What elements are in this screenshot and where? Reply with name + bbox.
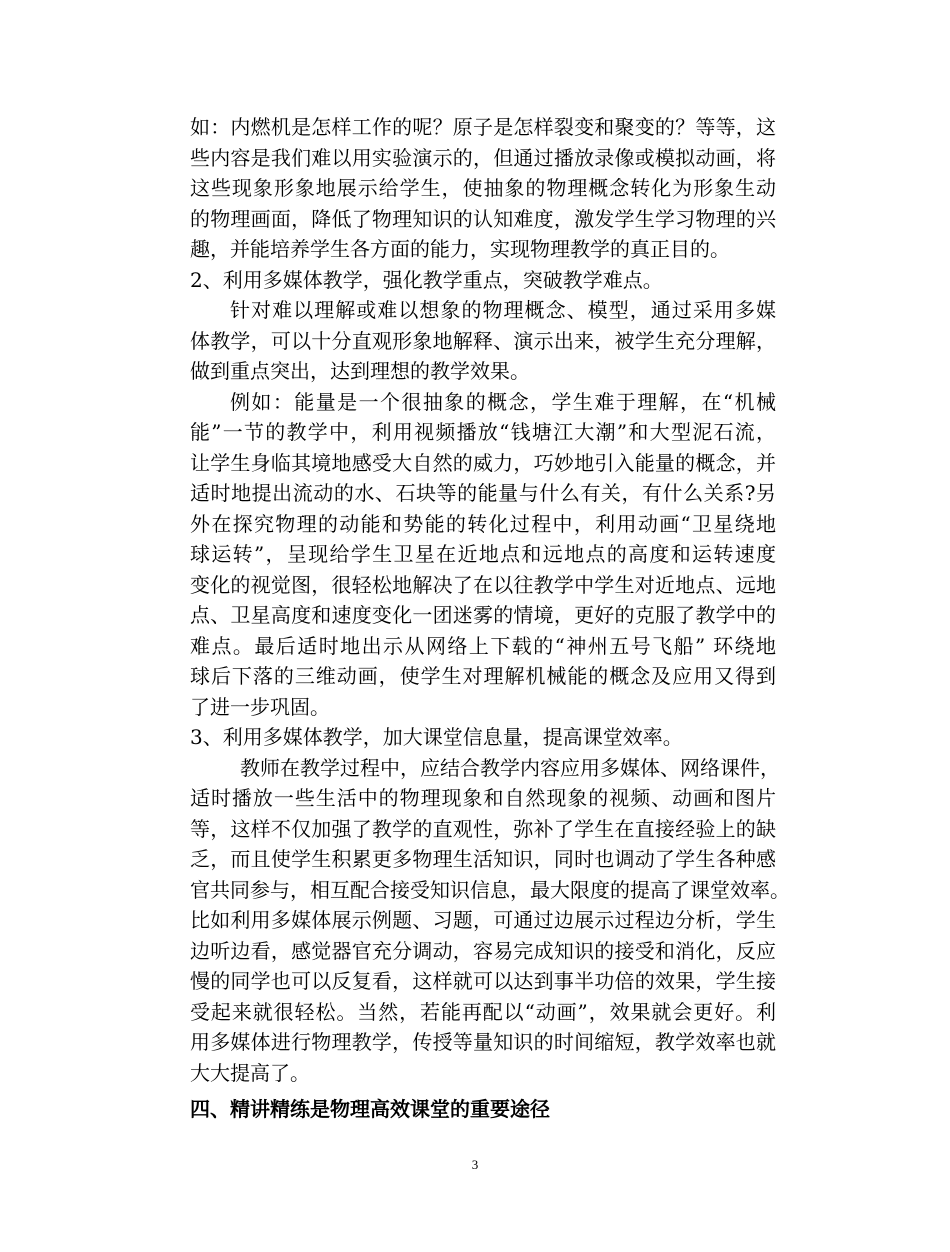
text-line: 趣，并能培养学生各方面的能力，实现物理教学的真正目的。 [190, 237, 730, 261]
paragraph-list [190, 112, 790, 1088]
text-line: 慢的同学也可以反复看，这样就可以达到事半功倍的效果，学生接 [190, 969, 776, 993]
text-line: 了进一步巩固。 [190, 694, 330, 719]
text-line: 3、利用多媒体教学，加大课堂信息量，提高课堂效率。 [190, 725, 683, 749]
text-line: 等，这样不仅加强了教学的直观性，弥补了学生在直接经验上的缺 [190, 816, 776, 841]
text-line: 用多媒体进行物理教学，传授等量知识的时间缩短，教学效率也就 [190, 1030, 776, 1054]
text-line: 做到重点突出，达到理想的教学效果。 [190, 359, 530, 383]
paragraph [190, 753, 790, 1089]
text-line: 乏，而且使学生积累更多物理生活知识，同时也调动了学生各种感 [190, 847, 776, 871]
text-line: 点、卫星高度和速度变化一团迷雾的情境，更好的克服了教学中的 [190, 603, 776, 627]
text-line: 大大提高了。 [190, 1060, 310, 1085]
text-line: 官共同参与，相互配合接受知识信息，最大限度的提高了课堂效率。 [190, 877, 790, 902]
text-line: 适时地提出流动的水、石块等的能量与什么有关，有什么关系?另 [190, 481, 776, 505]
text-line: 外在探究物理的动能和势能的转化过程中，利用动画“卫星绕地 [190, 511, 776, 536]
paragraph [190, 387, 776, 723]
text-line: 让学生身临其境地感受大自然的威力，巧妙地引入能量的概念，并 [190, 450, 776, 475]
text-line: 比如利用多媒体展示例题、习题，可通过边展示过程边分析，学生 [190, 908, 776, 932]
list-item-heading [190, 722, 776, 753]
text-line: 的物理画面，降低了物理知识的认知难度，激发学生学习物理的兴 [190, 206, 776, 231]
page-number: 3 [471, 1157, 479, 1172]
text-line: 教师在教学过程中，应结合教学内容应用多媒体、网络课件， [240, 755, 780, 780]
text-line: 球后下落的三维动画，使学生对理解机械能的概念及应用又得到 [190, 664, 776, 688]
document-body [190, 112, 790, 1126]
text-line: 难点。最后适时地出示从网络上下载的“神州五号飞船” 环绕地 [190, 633, 776, 658]
text-line: 体教学，可以十分直观形象地解释、演示出来，被学生充分理解， [190, 328, 776, 353]
text-line: 针对难以理解或难以想象的物理概念、模型，通过采用多媒 [230, 298, 776, 322]
text-line: 球运转”，呈现给学生卫星在近地点和远地点的高度和运转速度 [190, 542, 776, 566]
text-line: 能”一节的教学中，利用视频播放“钱塘江大潮”和大型泥石流， [190, 420, 776, 444]
text-line: 适时播放一些生活中的物理现象和自然现象的视频、动画和图片 [190, 786, 776, 810]
paragraph [190, 112, 776, 265]
section-heading: 四、精讲精练是物理高效课堂的重要途径 [190, 1097, 550, 1121]
text-line: 些内容是我们难以用实验演示的，但通过播放录像或模拟动画，将 [190, 145, 776, 170]
text-line: 变化的视觉图，很轻松地解决了在以往教学中学生对近地点、远地 [190, 572, 776, 597]
text-line: 例如：能量是一个很抽象的概念，学生难于理解，在“机械 [230, 389, 776, 414]
text-line: 边听边看，感觉器官充分调动，容易完成知识的接受和消化，反应 [190, 938, 776, 963]
text-line: 这些现象形象地展示给学生，使抽象的物理概念转化为形象生动 [190, 176, 776, 200]
paragraph [190, 295, 776, 387]
text-line: 2、利用多媒体教学，强化教学重点，突破教学难点。 [190, 267, 663, 292]
list-item-heading [190, 265, 776, 296]
text-line: 受起来就很轻松。当然，若能再配以“动画”，效果就会更好。利 [190, 999, 776, 1024]
text-line: 如：内燃机是怎样工作的呢？原子是怎样裂变和聚变的？等等，这 [190, 115, 776, 139]
